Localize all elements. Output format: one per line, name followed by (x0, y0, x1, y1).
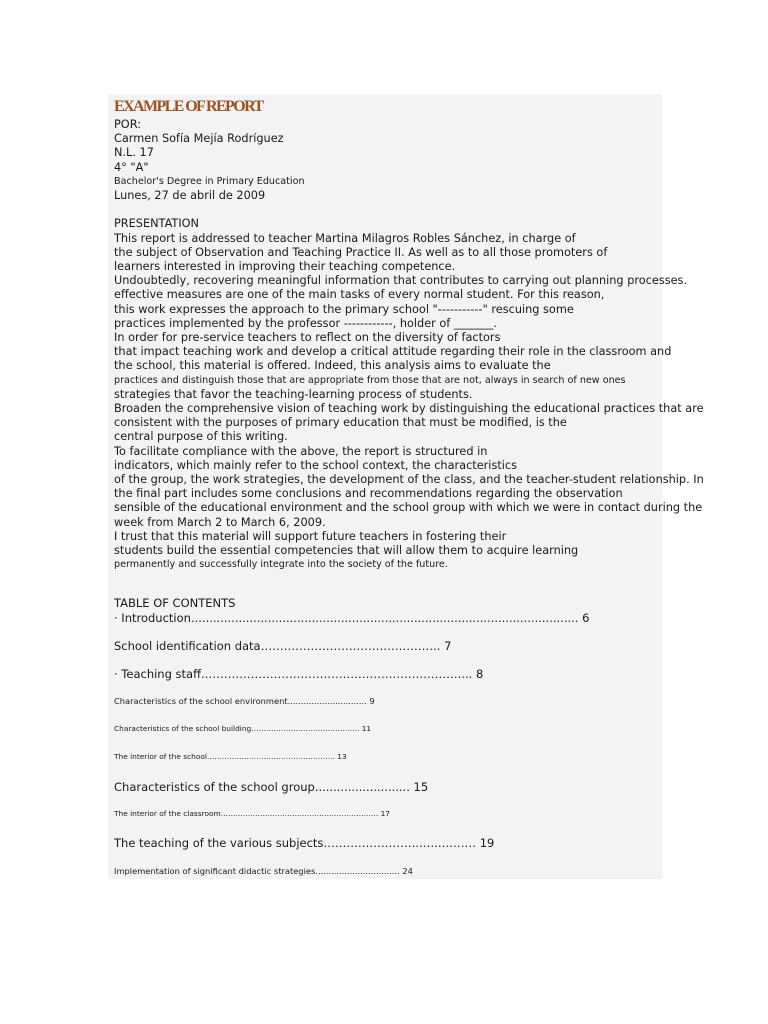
presentation-line: the school, this material is offered. Indeed, this analysis aims to evaluate the (114, 359, 551, 373)
toc-entry-teaching-staff: · Teaching staff.………………………………………………………….... 8 (114, 667, 484, 681)
toc-heading: TABLE OF CONTENTS (114, 596, 236, 610)
presentation-line: practices implemented by the professor ------------, holder of _______. (114, 316, 497, 330)
presentation-line: the subject of Observation and Teaching Practice II. As well as to all those promoters of (114, 245, 608, 259)
toc-entry-teaching-subjects: The teaching of the various subjects……………………..…..……… 19 (114, 836, 495, 850)
header-line-por: POR: (114, 118, 142, 131)
presentation-line: effective measures are one of the main tasks of every normal student. For this reason, (114, 288, 605, 302)
header-line-group: 4° "A" (114, 160, 149, 174)
presentation-line: learners interested in improving their teaching competence. (114, 260, 456, 274)
presentation-line: This report is addressed to teacher Martina Milagros Robles Sánchez, in charge of (114, 231, 576, 245)
presentation-line: consistent with the purposes of primary education that must be modified, is the (114, 416, 567, 430)
presentation-line: this work expresses the approach to the primary school "-----------" rescuing some (114, 302, 574, 316)
presentation-text (114, 231, 704, 573)
author-block (114, 118, 689, 203)
presentation-line: strategies that favor the teaching-learning process of students. (114, 387, 473, 401)
presentation-line: Broaden the comprehensive vision of teaching work by distinguishing the educational practices that are (114, 402, 704, 416)
presentation-line: Undoubtedly, recovering meaningful information that contributes to carrying out planning processes. (114, 274, 688, 288)
toc-entry-school-identification: School identification data……………………………………….. 7 (114, 639, 452, 653)
presentation-line: students build the essential competencies that will allow them to acquire learning (114, 544, 579, 558)
presentation-line: To facilitate compliance with the above, the report is structured in (114, 444, 488, 458)
header-line-list-number: N.L. 17 (114, 146, 154, 160)
presentation-line: indicators, which mainly refer to the school context, the characteristics (114, 458, 517, 472)
report-body (114, 97, 704, 572)
presentation-line: In order for pre-service teachers to reflect on the diversity of factors (114, 331, 501, 345)
presentation-line: of the group, the work strategies, the development of the class, and the teacher-student relationship. In (114, 473, 704, 487)
toc-entry-school-interior: The interior of the school……………………………………………. 13 (114, 752, 347, 761)
presentation-heading: PRESENTATION (114, 217, 200, 231)
toc-entry-introduction: · Introduction.......................................................................................................... 6 (114, 611, 590, 625)
presentation-line: sensible of the educational environment and the school group with which we were in contact during the (114, 501, 703, 515)
toc-entry-school-environment: Characteristics of the school environment.............................. 9 (114, 696, 375, 706)
header-line-date: Lunes, 27 de abril de 2009 (114, 189, 266, 203)
header-line-author: Carmen Sofía Mejía Rodríguez (114, 132, 284, 146)
toc-entry-school-building: Characteristics of the school building…………………………………….. 11 (114, 724, 372, 733)
presentation-line: that impact teaching work and develop a critical attitude regarding their role in the classroom and (114, 345, 672, 359)
toc-entry-classroom-interior: The interior of the classroom………………………………………………………. 17 (114, 809, 391, 818)
header-line-degree: Bachelor's Degree in Primary Education (114, 175, 305, 187)
presentation-line: week from March 2 to March 6, 2009. (114, 515, 326, 529)
presentation-line: practices and distinguish those that are appropriate from those that are not, always in search of new ones (114, 374, 626, 386)
presentation-line: permanently and successfully integrate into the society of the future. (114, 559, 448, 571)
toc-entry-school-group: Characteristics of the school group.......................... 15 (114, 780, 429, 794)
toc-entry-didactic-strategies: Implementation of significant didactic strategies................................ 24 (114, 866, 413, 876)
document-title: EXAMPLE OF REPORT (114, 98, 263, 115)
presentation-line: the final part includes some conclusions and recommendations regarding the observation (114, 487, 623, 501)
presentation-line: I trust that this material will support future teachers in fostering their (114, 529, 507, 543)
presentation-line: central purpose of this writing. (114, 430, 288, 444)
